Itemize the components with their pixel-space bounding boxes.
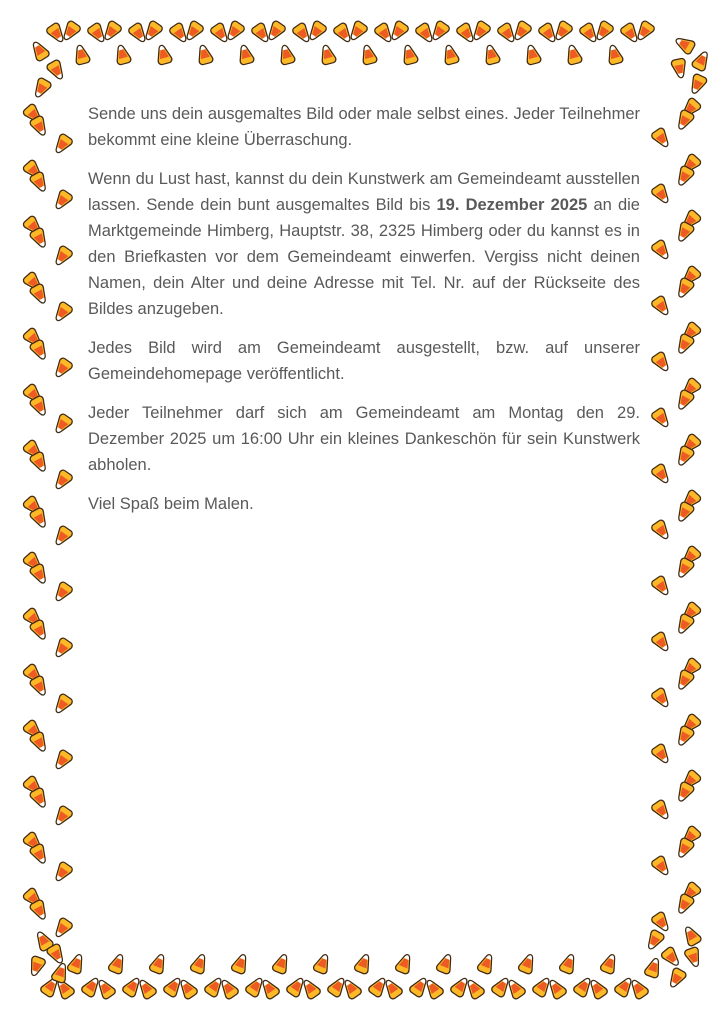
candy-corn-icon bbox=[677, 599, 704, 626]
candy-corn-icon bbox=[27, 449, 52, 476]
candy-corn-icon bbox=[612, 973, 638, 1000]
candy-corn-icon bbox=[522, 42, 544, 67]
candy-corn-icon bbox=[50, 523, 76, 550]
candy-corn-icon bbox=[677, 711, 704, 738]
candy-corn-icon bbox=[50, 187, 76, 214]
candy-corn-icon bbox=[475, 951, 499, 977]
candy-corn-icon bbox=[20, 325, 47, 352]
candy-corn-icon bbox=[27, 561, 52, 588]
candy-corn-icon bbox=[557, 951, 581, 977]
candy-corn-icon bbox=[31, 927, 56, 954]
candy-corn-icon bbox=[44, 941, 69, 968]
candy-corn-icon bbox=[52, 975, 78, 1002]
candy-corn-icon bbox=[677, 375, 704, 402]
candy-corn-icon bbox=[672, 443, 697, 470]
candy-corn-icon bbox=[563, 42, 585, 67]
candy-corn-icon bbox=[649, 573, 675, 600]
candy-corn-icon bbox=[20, 717, 47, 744]
candy-corn-icon bbox=[20, 157, 47, 184]
candy-corn-icon bbox=[642, 955, 665, 981]
candy-corn-icon bbox=[20, 885, 47, 912]
candy-corn-icon bbox=[677, 263, 704, 290]
candy-corn-icon bbox=[649, 293, 675, 320]
candy-corn-icon bbox=[677, 95, 704, 122]
candy-corn-icon bbox=[598, 951, 622, 977]
candy-corn-icon bbox=[194, 42, 216, 67]
candy-corn-icon bbox=[263, 18, 289, 45]
candy-corn-icon bbox=[44, 57, 69, 84]
candy-corn-icon bbox=[50, 467, 76, 494]
candy-corn-icon bbox=[677, 487, 704, 514]
candy-corn-icon bbox=[577, 20, 603, 47]
candy-corn-icon bbox=[270, 951, 294, 977]
candy-corn-icon bbox=[677, 767, 704, 794]
candy-corn-icon bbox=[649, 909, 675, 936]
candy-corn-icon bbox=[339, 975, 365, 1002]
candy-corn-icon bbox=[208, 20, 234, 47]
paragraph-exhibition: Jedes Bild wird am Gemeindeamt ausgestellt, bzw. auf unserer Gemeindehomepage veröffentlicht. bbox=[88, 339, 640, 383]
candy-corn-icon bbox=[672, 555, 697, 582]
candy-corn-icon bbox=[454, 20, 480, 47]
candy-corn-icon bbox=[243, 973, 269, 1000]
candy-corn-icon bbox=[679, 922, 704, 949]
candy-corn-icon bbox=[358, 42, 380, 67]
candy-corn-icon bbox=[71, 42, 93, 67]
candy-corn-icon bbox=[672, 163, 697, 190]
candy-corn-icon bbox=[79, 973, 105, 1000]
candy-corn-icon bbox=[682, 945, 705, 971]
candy-corn-icon bbox=[516, 951, 540, 977]
candy-corn-icon bbox=[49, 960, 72, 986]
candy-corn-icon bbox=[50, 355, 76, 382]
candy-corn-icon bbox=[161, 973, 187, 1000]
candy-corn-icon bbox=[27, 169, 52, 196]
candy-corn-icon bbox=[372, 20, 398, 47]
candy-corn-icon bbox=[202, 973, 228, 1000]
candy-corn-icon bbox=[284, 973, 310, 1000]
candy-corn-icon bbox=[50, 747, 76, 774]
candy-corn-icon bbox=[393, 951, 417, 977]
candy-corn-icon bbox=[649, 181, 675, 208]
candy-corn-icon bbox=[677, 655, 704, 682]
candy-corn-icon bbox=[399, 42, 421, 67]
candy-corn-icon bbox=[626, 975, 652, 1002]
candy-corn-icon bbox=[120, 973, 146, 1000]
candy-corn-icon bbox=[672, 275, 697, 302]
candy-corn-icon bbox=[140, 18, 166, 45]
candy-corn-icon bbox=[50, 243, 76, 270]
candy-corn-icon bbox=[50, 803, 76, 830]
candy-corn-icon bbox=[649, 517, 675, 544]
candy-corn-icon bbox=[468, 18, 494, 45]
candy-corn-icon bbox=[632, 18, 658, 45]
candy-corn-icon bbox=[649, 125, 675, 152]
candy-corn-icon bbox=[677, 319, 704, 346]
candy-corn-icon bbox=[462, 975, 488, 1002]
candy-corn-icon bbox=[222, 18, 248, 45]
candy-corn-icon bbox=[50, 915, 76, 942]
candy-corn-icon bbox=[65, 951, 89, 977]
candy-corn-icon bbox=[27, 673, 52, 700]
candy-corn-icon bbox=[677, 151, 704, 178]
candy-corn-icon bbox=[20, 381, 47, 408]
candy-corn-icon bbox=[649, 853, 675, 880]
candy-corn-icon bbox=[317, 42, 339, 67]
candy-corn-icon bbox=[325, 973, 351, 1000]
candy-corn-icon bbox=[503, 975, 529, 1002]
candy-corn-icon bbox=[29, 75, 54, 102]
candy-corn-icon bbox=[27, 281, 52, 308]
candy-corn-icon bbox=[604, 42, 626, 67]
candy-corn-icon bbox=[571, 973, 597, 1000]
candy-corn-icon bbox=[85, 20, 111, 47]
candy-corn-icon bbox=[216, 975, 242, 1002]
candy-corn-icon bbox=[20, 213, 47, 240]
candy-corn-icon bbox=[20, 773, 47, 800]
candy-corn-icon bbox=[407, 973, 433, 1000]
candy-corn-icon bbox=[20, 437, 47, 464]
candy-corn-icon bbox=[677, 543, 704, 570]
candy-corn-icon bbox=[672, 723, 697, 750]
paragraph-closing: Viel Spaß beim Malen. bbox=[88, 495, 254, 513]
candy-corn-icon bbox=[440, 42, 462, 67]
candy-corn-icon bbox=[345, 18, 371, 45]
candy-corn-icon bbox=[481, 42, 503, 67]
candy-corn-icon bbox=[649, 629, 675, 656]
candy-corn-icon bbox=[20, 661, 47, 688]
candy-corn-icon bbox=[290, 20, 316, 47]
candy-corn-icon bbox=[536, 20, 562, 47]
candy-corn-icon bbox=[106, 951, 130, 977]
candy-corn-icon bbox=[380, 975, 406, 1002]
candy-corn-icon bbox=[672, 611, 697, 638]
candy-corn-icon bbox=[352, 951, 376, 977]
candy-corn-icon bbox=[38, 973, 64, 1000]
candy-corn-icon bbox=[126, 20, 152, 47]
candy-corn-icon bbox=[20, 549, 47, 576]
candy-corn-icon bbox=[544, 975, 570, 1002]
candy-corn-icon bbox=[649, 349, 675, 376]
candy-corn-icon bbox=[27, 113, 52, 140]
candy-corn-icon bbox=[27, 841, 52, 868]
paragraph-submission bbox=[88, 166, 640, 322]
candy-corn-icon bbox=[331, 20, 357, 47]
candy-corn-icon bbox=[672, 779, 697, 806]
candy-corn-icon bbox=[672, 835, 697, 862]
candy-corn-icon bbox=[618, 20, 644, 47]
candy-corn-icon bbox=[664, 965, 689, 992]
candy-corn-icon bbox=[93, 975, 119, 1002]
candy-corn-icon bbox=[235, 42, 257, 67]
candy-corn-icon bbox=[44, 20, 70, 47]
candy-corn-icon bbox=[50, 635, 76, 662]
candy-corn-icon bbox=[585, 975, 611, 1002]
candy-corn-icon bbox=[649, 797, 675, 824]
candy-corn-icon bbox=[58, 18, 84, 45]
candy-corn-icon bbox=[50, 579, 76, 606]
candy-corn-icon bbox=[669, 56, 690, 80]
candy-corn-icon bbox=[677, 879, 704, 906]
candy-corn-icon bbox=[366, 973, 392, 1000]
candy-corn-icon bbox=[530, 973, 556, 1000]
candy-corn-icon bbox=[677, 431, 704, 458]
candy-corn-icon bbox=[249, 20, 275, 47]
candy-corn-icon bbox=[181, 18, 207, 45]
paragraph-text: Wenn du Lust hast, kannst du dein Kunstwerk am Gemeindeamt ausstellen lassen. Sende dein bunt ausgemaltes Bild bis bbox=[88, 170, 640, 214]
candy-corn-icon bbox=[276, 42, 298, 67]
candy-corn-icon bbox=[672, 667, 697, 694]
candy-corn-icon bbox=[677, 823, 704, 850]
candy-corn-icon bbox=[257, 975, 283, 1002]
candy-corn-icon bbox=[649, 461, 675, 488]
candy-corn-icon bbox=[112, 42, 134, 67]
candy-corn-icon bbox=[421, 975, 447, 1002]
paragraph-text: an die Marktgemeinde Himberg, Hauptstr. 38, 2325 Himberg oder du kannst es in den Briefkasten vor dem Gemeindeamt einwerfen. Vergiss nicht deinen Namen, dein Alter und deine Adresse mit Tel. Nr. auf der Rückseite des Bildes anzugeben. bbox=[88, 196, 640, 318]
candy-corn-icon bbox=[27, 393, 52, 420]
candy-corn-icon bbox=[147, 951, 171, 977]
candy-corn-icon bbox=[677, 207, 704, 234]
candy-corn-icon bbox=[27, 729, 52, 756]
candy-corn-icon bbox=[20, 493, 47, 520]
candy-corn-icon bbox=[649, 405, 675, 432]
candy-corn-icon bbox=[27, 225, 52, 252]
candy-corn-icon bbox=[27, 897, 52, 924]
candy-corn-icon bbox=[50, 691, 76, 718]
document-body bbox=[88, 101, 640, 517]
candy-corn-icon bbox=[27, 785, 52, 812]
candy-corn-icon bbox=[671, 32, 698, 57]
candy-corn-icon bbox=[27, 37, 53, 64]
candy-corn-icon bbox=[304, 18, 330, 45]
candy-corn-icon bbox=[167, 20, 193, 47]
candy-corn-icon bbox=[649, 685, 675, 712]
candy-corn-icon bbox=[672, 219, 697, 246]
candy-corn-icon bbox=[386, 18, 412, 45]
candy-corn-icon bbox=[448, 973, 474, 1000]
candy-corn-icon bbox=[20, 269, 47, 296]
candy-corn-icon bbox=[672, 331, 697, 358]
candy-corn-icon bbox=[689, 47, 714, 74]
candy-corn-icon bbox=[672, 387, 697, 414]
candy-corn-icon bbox=[27, 617, 52, 644]
candy-corn-icon bbox=[413, 20, 439, 47]
candy-corn-icon bbox=[649, 741, 675, 768]
candy-corn-icon bbox=[509, 18, 535, 45]
candy-corn-icon bbox=[153, 42, 175, 67]
candy-corn-icon bbox=[229, 951, 253, 977]
candy-corn-icon bbox=[672, 891, 697, 918]
candy-corn-icon bbox=[649, 237, 675, 264]
deadline-date: 19. Dezember 2025 bbox=[436, 196, 588, 214]
candy-corn-icon bbox=[188, 951, 212, 977]
candy-corn-icon bbox=[20, 101, 47, 128]
candy-corn-icon bbox=[434, 951, 458, 977]
candy-corn-icon bbox=[50, 411, 76, 438]
candy-corn-icon bbox=[50, 299, 76, 326]
candy-corn-icon bbox=[427, 18, 453, 45]
candy-corn-icon bbox=[311, 951, 335, 977]
candy-corn-icon bbox=[658, 944, 685, 971]
candy-corn-icon bbox=[50, 859, 76, 886]
candy-corn-icon bbox=[550, 18, 576, 45]
candy-corn-icon bbox=[685, 71, 709, 97]
candy-corn-icon bbox=[50, 131, 76, 158]
candy-corn-icon bbox=[642, 927, 667, 954]
candy-corn-icon bbox=[495, 20, 521, 47]
candy-corn-icon bbox=[591, 18, 617, 45]
candy-corn-icon bbox=[672, 107, 697, 134]
paragraph-intro: Sende uns dein ausgemaltes Bild oder male selbst eines. Jeder Teilnehmer bekommt eine kleine Überraschung. bbox=[88, 105, 640, 149]
paragraph-pickup: Jeder Teilnehmer darf sich am Gemeindeamt am Montag den 29. Dezember 2025 um 16:00 Uhr ein kleines Dankeschön für sein Kunstwerk abholen. bbox=[88, 404, 640, 474]
candy-corn-icon bbox=[25, 954, 48, 980]
candy-corn-icon bbox=[175, 975, 201, 1002]
candy-corn-icon bbox=[27, 505, 52, 532]
candy-corn-icon bbox=[99, 18, 125, 45]
candy-corn-icon bbox=[489, 973, 515, 1000]
candy-corn-icon bbox=[20, 605, 47, 632]
candy-corn-icon bbox=[298, 975, 324, 1002]
candy-corn-icon bbox=[672, 499, 697, 526]
candy-corn-icon bbox=[27, 337, 52, 364]
candy-corn-icon bbox=[20, 829, 47, 856]
candy-corn-icon bbox=[134, 975, 160, 1002]
